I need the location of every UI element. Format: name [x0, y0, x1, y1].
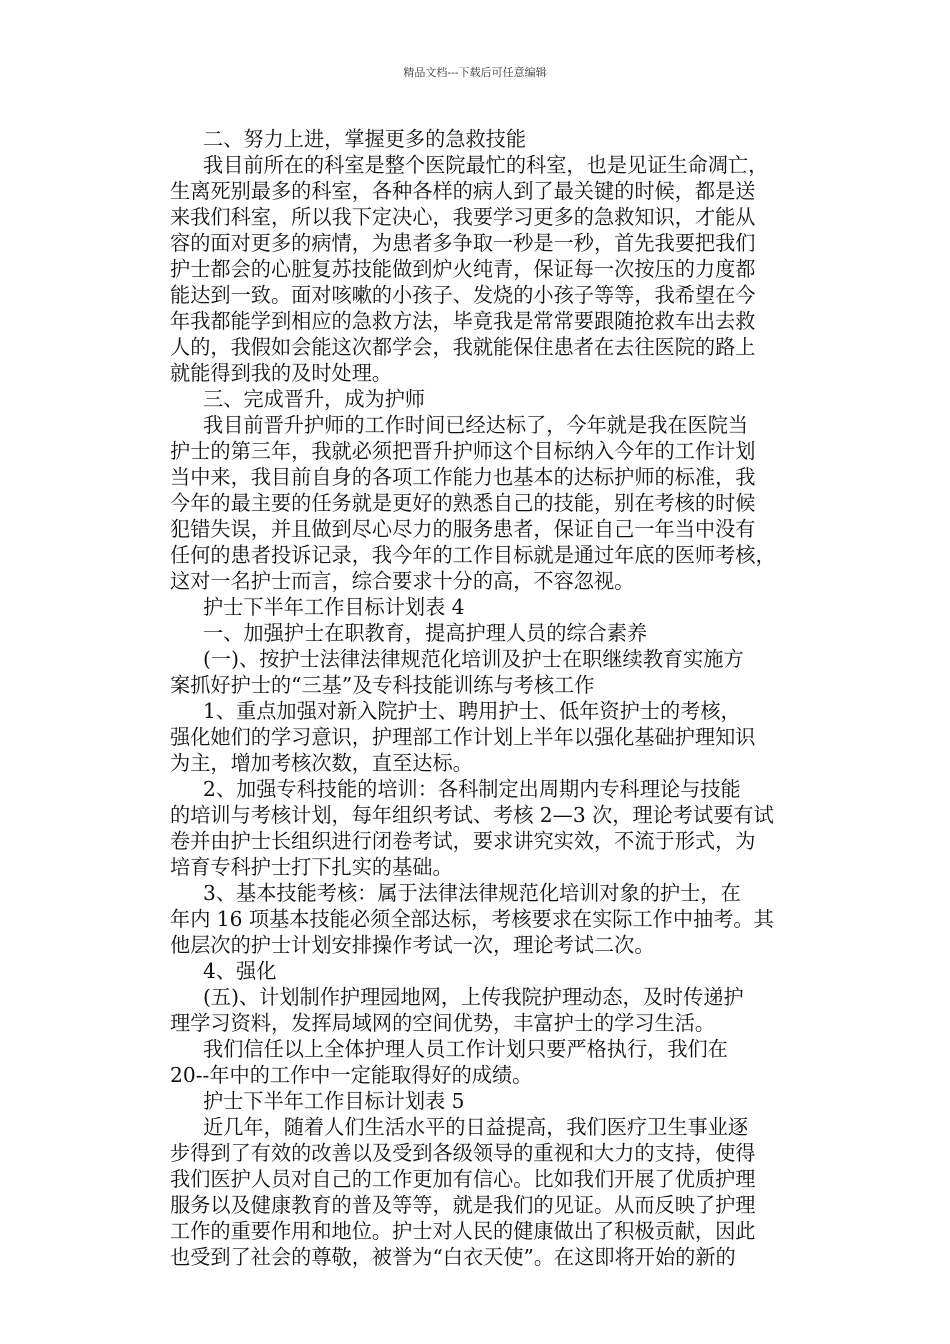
text-line: 1、重点加强对新入院护士、聘用护士、低年资护士的考核，: [203, 699, 741, 723]
text-line: 我目前所在的科室是整个医院最忙的科室，也是见证生命凋亡，: [203, 153, 769, 177]
text-line: 护士的第三年，我就必须把晋升护师这个目标纳入今年的工作计划: [170, 439, 756, 463]
text-line: 犯错失误，并且做到尽心尽力的服务患者，保证自己一年当中没有: [170, 517, 756, 541]
text-line: 工作的重要作用和地位。护士对人民的健康做出了积极贡献，因此: [170, 1219, 756, 1243]
text-line: 近几年，随着人们生活水平的日益提高，我们医疗卫生事业逐: [203, 1115, 749, 1139]
text-line: 案抓好护士的“三基”及专科技能训练与考核工作: [170, 673, 595, 697]
text-line: 二、努力上进，掌握更多的急救技能: [203, 127, 527, 151]
text-line: 护士都会的心脏复苏技能做到炉火纯青，保证每一次按压的力度都: [170, 257, 756, 281]
text-line: 3、基本技能考核：属于法律法律规范化培训对象的护士，在: [203, 881, 741, 905]
text-line: 培育专科护士打下扎实的基础。: [170, 855, 453, 879]
text-line: 能达到一致。面对咳嗽的小孩子、发烧的小孩子等等，我希望在今: [170, 283, 756, 307]
text-line: 当中来，我目前自身的各项工作能力也基本的达标护师的标准，我: [170, 465, 756, 489]
text-line: 4、强化: [203, 959, 277, 983]
text-line: 2、加强专科技能的培训：各科制定出周期内专科理论与技能: [203, 777, 741, 801]
text-line: 服务以及健康教育的普及等等，就是我们的见证。从而反映了护理: [170, 1193, 756, 1217]
text-line: 理学习资料，发挥局域网的空间优势，丰富护士的学习生活。: [170, 1011, 716, 1035]
text-line: 步得到了有效的改善以及受到各级领导的重视和大力的支持，使得: [170, 1141, 756, 1165]
text-line: 20--年中的工作中一定能取得好的成绩。: [170, 1063, 533, 1087]
text-line: (五)、计划制作护理园地网，上传我院护理动态，及时传递护: [203, 985, 744, 1009]
document-body: [170, 126, 810, 1270]
text-line: 为主，增加考核次数，直至达标。: [170, 751, 473, 775]
text-line: 生离死别最多的科室，各种各样的病人到了最关键的时候，都是送: [170, 179, 756, 203]
text-line: 三、完成晋升，成为护师: [203, 387, 426, 411]
text-line: 人的，我假如会能这次都学会，我就能保住患者在去往医院的路上: [170, 335, 756, 359]
text-line: 年我都能学到相应的急救方法，毕竟我是常常要跟随抢救车出去救: [170, 309, 756, 333]
text-line: 一、加强护士在职教育，提高护理人员的综合素养: [203, 621, 648, 645]
text-line: 强化她们的学习意识，护理部工作计划上半年以强化基础护理知识: [170, 725, 756, 749]
text-line: 卷并由护士长组织进行闭卷考试，要求讲究实效，不流于形式，为: [170, 829, 756, 853]
text-line: 就能得到我的及时处理。: [170, 361, 393, 385]
text-line: 这对一名护士而言，综合要求十分的高，不容忽视。: [170, 569, 635, 593]
text-line: 也受到了社会的尊敬，被誉为“白衣天使”。在这即将开始的新的: [170, 1245, 736, 1269]
text-line: 年内 16 项基本技能必须全部达标，考核要求在实际工作中抽考。其: [170, 907, 774, 931]
text-line: 护士下半年工作目标计划表 5: [203, 1089, 465, 1113]
text-line: 我们信任以上全体护理人员工作计划只要严格执行，我们在: [203, 1037, 728, 1061]
text-line: 的培训与考核计划，每年组织考试、考核 2—3 次，理论考试要有试: [170, 803, 774, 827]
text-line: 任何的患者投诉记录，我今年的工作目标就是通过年底的医师考核，: [170, 543, 776, 567]
text-line: 我目前晋升护师的工作时间已经达标了，今年就是我在医院当: [203, 413, 749, 437]
text-line: 今年的最主要的任务就是更好的熟悉自己的技能，别在考核的时候: [170, 491, 756, 515]
text-line: 护士下半年工作目标计划表 4: [203, 595, 465, 619]
text-line: 我们医护人员对自己的工作更加有信心。比如我们开展了优质护理: [170, 1167, 756, 1191]
text-line: (一)、按护士法律法律规范化培训及护士在职继续教育实施方: [203, 647, 744, 671]
text-line: 容的面对更多的病情，为患者多争取一秒是一秒，首先我要把我们: [170, 231, 756, 255]
text-line: 来我们科室，所以我下定决心，我要学习更多的急救知识，才能从: [170, 205, 756, 229]
text-line: 他层次的护士计划安排操作考试一次，理论考试二次。: [170, 933, 655, 957]
page-header: 精品文档---下载后可任意编辑: [403, 66, 547, 79]
